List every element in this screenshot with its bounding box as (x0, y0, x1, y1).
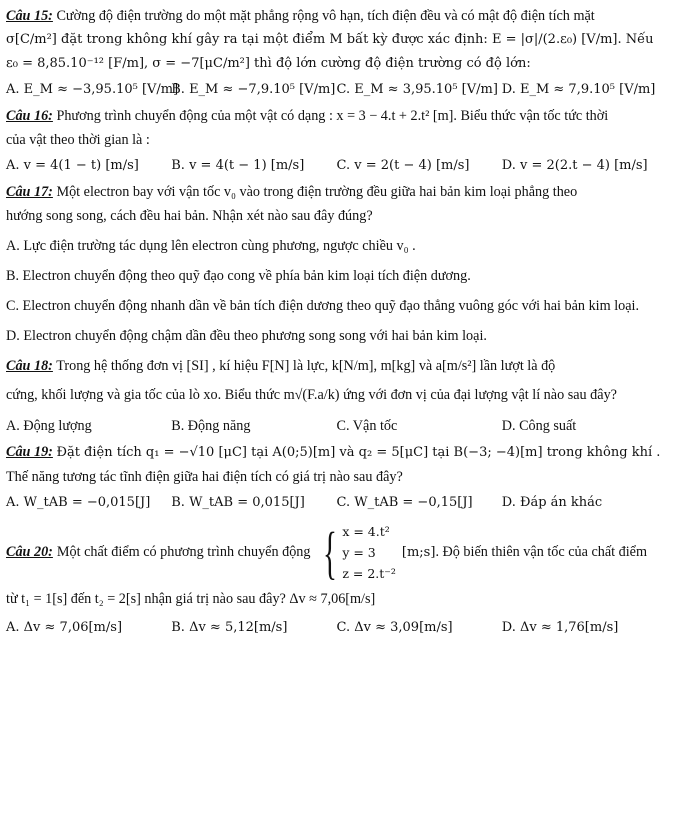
question-text: Trong hệ thống đơn vị [SI] , kí hiệu F[N] là lực, k[N/m], m[kg] và a[m/s²] lần lượt là độ (56, 358, 556, 374)
question-text: Phương trình chuyển động của một vật có dạng : x = 3 − 4.t + 2.t² [m]. Biểu thức vận tốc tức thời (56, 108, 609, 124)
question-text: cứng, khối lượng và gia tốc của lò xo. Biểu thức m√(F.a/k) ứng với đơn vị của đại lượng vật lí nào sau đây? (6, 387, 617, 403)
equation-z: z = 2.t⁻² (342, 566, 396, 581)
option-c[interactable]: C. E_M ≈ 3,95.10⁵ [V/m] (336, 82, 498, 97)
question-label: Câu 16: (6, 108, 53, 124)
question-label: Câu 19: (6, 444, 53, 460)
option-c[interactable]: C. Δv ≈ 3,09[m/s] (336, 620, 453, 635)
equation-system (316, 521, 395, 584)
option-d[interactable]: D. E_M ≈ 7,9.10⁵ [V/m] (501, 82, 656, 97)
option-a[interactable]: A. Lực điện trường tác dụng lên electron cùng phương, ngược chiều v₀ . (6, 238, 416, 254)
equation-x: x = 4.t² (342, 524, 390, 539)
option-a[interactable]: A. Động lượng (6, 418, 92, 434)
option-b[interactable]: B. W_tAB = 0,015[J] (171, 495, 305, 510)
answer-options (6, 489, 667, 517)
question-text: . Độ biến thiên vận tốc của chất điểm (435, 544, 647, 560)
option-a[interactable]: A. v = 4(1 − t) [m/s] (6, 158, 139, 173)
option-d[interactable]: D. Electron chuyển động chậm dần đều theo phương song song với hai bản kim loại. (6, 328, 487, 344)
option-d[interactable]: D. v = 2(2.t − 4) [m/s] (501, 158, 648, 173)
question-text: của vật theo thời gian là : (6, 132, 150, 148)
question-18 (6, 354, 667, 440)
option-b[interactable]: B. E_M ≈ −7,9.10⁵ [V/m] (171, 82, 336, 97)
question-text: hướng song song, cách đều hai bản. Nhận xét nào sau đây đúng? (6, 208, 373, 224)
option-b[interactable]: B. Electron chuyển động theo quỹ đạo cong về phía bản kim loại tích điện dương. (6, 268, 471, 284)
option-d[interactable]: D. Δv ≈ 1,76[m/s] (501, 620, 619, 635)
answer-options (6, 412, 667, 440)
option-d[interactable]: D. Công suất (501, 418, 577, 434)
question-20 (6, 521, 667, 642)
unit-label: [m;s] (401, 545, 436, 560)
brace-symbol: { (323, 519, 338, 585)
question-text: Đặt điện tích q₁ = −√10 [μC] tại A(0;5)[m] và q₂ = 5[μC] tại B(−3; −4)[m] trong không khí . (56, 445, 661, 460)
question-15 (6, 4, 667, 104)
question-label: Câu 15: (6, 8, 53, 24)
question-label: Câu 20: (6, 544, 53, 560)
option-b[interactable]: B. v = 4(t − 1) [m/s] (171, 158, 305, 173)
question-text: từ t₁ = 1[s] đến t₂ = 2[s] nhận giá trị nào sau đây? Δv ≈ 7,06[m/s] (6, 591, 376, 607)
answer-options (6, 76, 667, 104)
question-16 (6, 104, 667, 180)
question-label: Câu 17: (6, 184, 53, 200)
option-a[interactable]: A. Δv ≈ 7,06[m/s] (6, 620, 123, 635)
equation-y: y = 3 (342, 545, 376, 560)
option-a[interactable]: A. W_tAB = −0,015[J] (6, 495, 151, 510)
question-text: Một electron bay với vận tốc v₀ vào trong điện trường đều giữa hai bản kim loại phẳng theo (56, 184, 578, 200)
option-b[interactable]: B. Động năng (171, 418, 251, 434)
answer-options (6, 614, 667, 642)
option-a[interactable]: A. E_M ≈ −3,95.10⁵ [V/m] (6, 82, 179, 97)
answer-options (6, 152, 667, 180)
option-c[interactable]: C. v = 2(t − 4) [m/s] (336, 158, 470, 173)
option-c[interactable]: C. W_tAB = −0,15[J] (336, 495, 473, 510)
question-19 (6, 440, 667, 517)
question-17 (6, 180, 667, 354)
question-text: σ[C/m²] đặt trong không khí gây ra tại một điểm M bất kỳ được xác định: E = |σ|/(2.ε₀) [V/m]. Nếu (6, 32, 654, 47)
option-d[interactable]: D. Đáp án khác (501, 495, 603, 510)
question-text: Thế năng tương tác tĩnh điện giữa hai điện tích có giá trị nào sau đây? (6, 469, 403, 485)
option-c[interactable]: C. Electron chuyển động nhanh dần về bản tích điện dương theo quỹ đạo thẳng vuông góc với hai bản kim loại. (6, 298, 640, 314)
question-text: ε₀ = 8,85.10⁻¹² [F/m], σ = −7[μC/m²] thì độ lớn cường độ điện trường có độ lớn: (6, 56, 531, 71)
option-b[interactable]: B. Δv ≈ 5,12[m/s] (171, 620, 288, 635)
question-text: Một chất điểm có phương trình chuyển động (56, 544, 311, 560)
option-c[interactable]: C. Vận tốc (336, 418, 398, 434)
question-text: Cường độ điện trường do một mặt phẳng rộng vô hạn, tích điện đều và có mật độ điện tích mặt (56, 8, 595, 24)
question-label: Câu 18: (6, 358, 53, 374)
